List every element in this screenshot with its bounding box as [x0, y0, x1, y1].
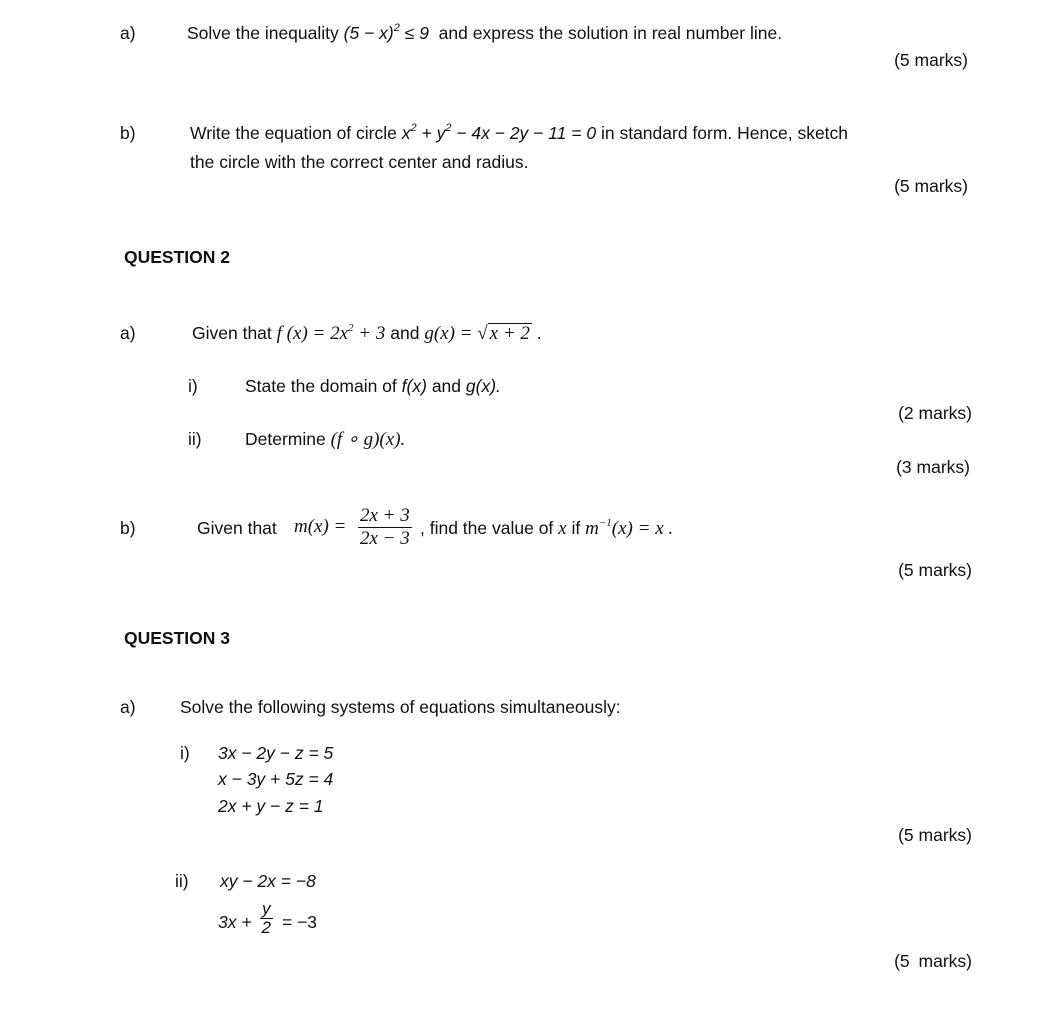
q2b-label: b): [120, 518, 136, 538]
equation-5-post: = −3: [282, 912, 318, 932]
q2ai-text: State the domain of f(x) and g(x).: [245, 376, 501, 396]
m-lhs: m(x) =: [294, 516, 347, 537]
q1b-label: b): [120, 123, 136, 143]
q2ai-label: i): [188, 376, 198, 396]
q3ai-label: i): [180, 743, 190, 763]
q1a-text: [187, 23, 782, 43]
q2a-label: a): [120, 323, 136, 343]
q1a-marks: (5 marks): [894, 50, 968, 70]
equation-3: 2x + y − z = 1: [218, 796, 324, 816]
q1b-math: $x^2 + y^2 - 4x - 2y - 11 = 0$: [401, 122, 597, 143]
q2ai-marks: (2 marks): [898, 403, 972, 423]
m-fraction: $\frac{2x + 3}{2x - 3}$: [360, 505, 410, 549]
q3aii-label: ii): [175, 871, 189, 891]
q3aii-marks: (5 marks): [894, 951, 972, 971]
q2b-marks: (5 marks): [898, 560, 972, 580]
q1a-label: a): [120, 23, 136, 43]
q3a-text: Solve the following systems of equations simultaneously:: [180, 697, 621, 717]
y-over-2-fraction: $\frac{y}{2}$: [261, 899, 271, 937]
q2aii-marks: (3 marks): [896, 457, 970, 477]
q1b-line2: the circle with the correct center and radius.: [190, 152, 529, 172]
q2b-pre: Given that: [197, 518, 277, 538]
q1a-math: $(5 - x)^2 \le 9$: [343, 22, 429, 43]
q3a-label: a): [120, 697, 136, 717]
q3ai-marks: (5 marks): [898, 825, 972, 845]
equation-5-pre: 3x +: [218, 912, 252, 932]
q2aii-label: ii): [188, 429, 202, 449]
f-definition: f $(x) = 2x^2 + 3$: [276, 322, 386, 344]
g-definition: g(x) = √ x + 2: [424, 323, 530, 344]
q1a-post: and express the solution in real number line.: [438, 23, 783, 43]
question-3-heading: QUESTION 3: [124, 628, 230, 648]
equation-4: xy − 2x = −8: [220, 871, 316, 891]
q2b-text: , find the value of x if $m^{-1}(x) = x$ .: [420, 517, 674, 539]
equation-1: 3x − 2y − z = 5: [218, 743, 334, 763]
equation-2: x − 3y + 5z = 4: [218, 769, 334, 789]
question-2-heading: QUESTION 2: [124, 247, 230, 267]
q1a-pre: Solve the inequality: [187, 23, 339, 43]
q2a-text: Given that f $(x) = 2x^2 + 3$ and g(x) = √ x + 2 .: [192, 322, 542, 344]
q1b-text: Write the equation of circle $x^2 + y^2 - 4x - 2y - 11 = 0$ in standard form. Hence, sketch: [190, 122, 849, 143]
q2aii-text: Determine (f ∘ g)(x).: [245, 429, 406, 450]
q1b-marks: (5 marks): [894, 176, 968, 196]
